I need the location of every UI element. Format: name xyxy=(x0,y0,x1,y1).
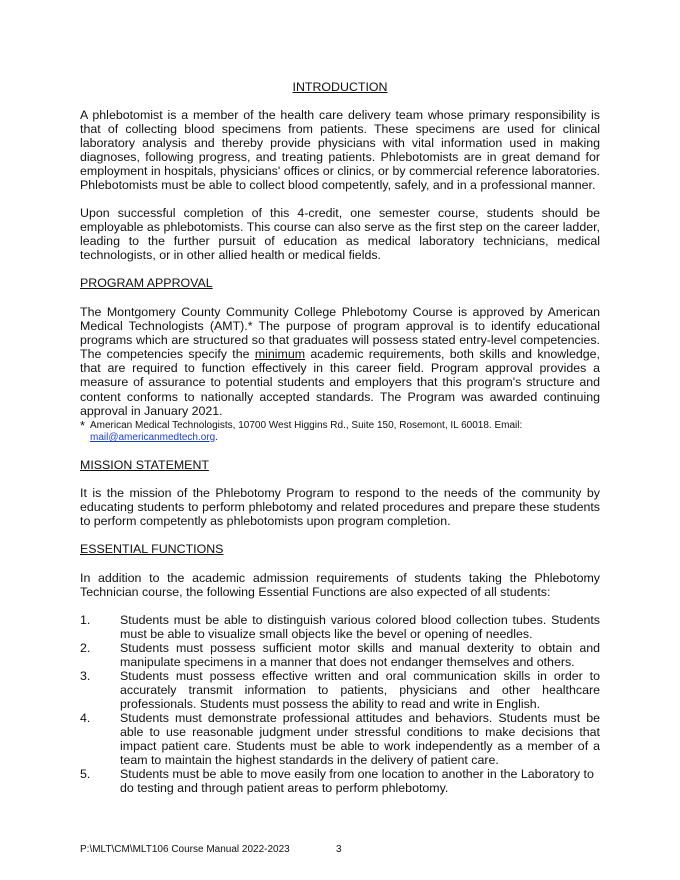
heading-introduction: INTRODUCTION xyxy=(292,80,388,94)
heading-mission-statement: MISSION STATEMENT xyxy=(80,458,209,472)
heading-essential-functions: ESSENTIAL FUNCTIONS xyxy=(80,542,224,556)
footer-path: P:\MLT\CM\MLT106 Course Manual 2022-2023 xyxy=(80,844,290,855)
email-link[interactable]: mail@americanmedtech.org xyxy=(90,432,216,443)
list-item: 3. Students must possess effective written and oral communication skills in order to accurately transmit information to patients, physicians and other healthcare professionals. Students must possess the ability to read and write in English. xyxy=(80,669,600,712)
list-item: 1. Students must be able to distinguish various colored blood collection tubes. Students must be able to visualize small objects like the bevel or opening of needles. xyxy=(80,613,600,642)
footnote: * American Medical Technologists, 10700 West Higgins Rd., Suite 150, Rosemont, IL 60018. Email: mail@americanmedtech.org. xyxy=(80,418,523,443)
essential-paragraph: In addition to the academic admission requirements of students taking the Phlebotomy Technician course, the following Essential Functions are also expected of all students: xyxy=(80,571,600,600)
page-number: 3 xyxy=(336,844,342,855)
list-item: 4. Students must demonstrate professional attitudes and behaviors. Students must be able to use reasonable judgment under stressful conditions to make decisions that impact patient care. Students must be able to work independently as a member of a team to maintain the highest standards in the delivery of patient care. xyxy=(80,711,600,768)
heading-program-approval: PROGRAM APPROVAL xyxy=(80,276,213,290)
list-item: 5. Students must be able to move easily from one location to another in the Laboratory to do testing and through patient areas to perform phlebotomy. xyxy=(80,767,594,796)
intro-paragraph-2: Upon successful completion of this 4-credit, one semester course, students should be employable as phlebotomists. This course can also serve as the first step on the career ladder, leading to the further pursuit of education as medical laboratory technicians, medical technologists, or in other allied health or medical fields. xyxy=(80,206,600,263)
approval-paragraph: The Montgomery County Community College Phlebotomy Course is approved by American Medical Technologists (AMT).* The purpose of program approval is to identify educational programs which are structured so that graduates will possess stated entry-level competencies. The competencies specify the minimum academic requirements, both skills and knowledge, that are required to function effectively in this career field. Program approval provides a measure of assurance to potential students and employers that this program's structure and content conforms to nationally accepted standards. The Program was awarded continuing approval in January 2021. xyxy=(80,305,601,418)
list-item: 2. Students must possess sufficient motor skills and manual dexterity to obtain and manipulate specimens in a manner that does not endanger themselves and others. xyxy=(80,641,600,670)
mission-paragraph: It is the mission of the Phlebotomy Program to respond to the needs of the community by educating students to perform phlebotomy and related procedures and prepare these students to perform competently as phlebotomists upon program completion. xyxy=(80,486,600,529)
intro-paragraph-1: A phlebotomist is a member of the health care delivery team whose primary responsibility is that of collecting blood specimens from patients. These specimens are used for clinical laboratory analysis and thereby provide physicians with vital information used in making diagnoses, following progress, and treating patients. Phlebotomists are in great demand for employment in hospitals, physicians' offices or clinics, or by commercial reference laboratories. Phlebotomists must be able to collect blood competently, safely, and in a professional manner. xyxy=(80,108,600,193)
